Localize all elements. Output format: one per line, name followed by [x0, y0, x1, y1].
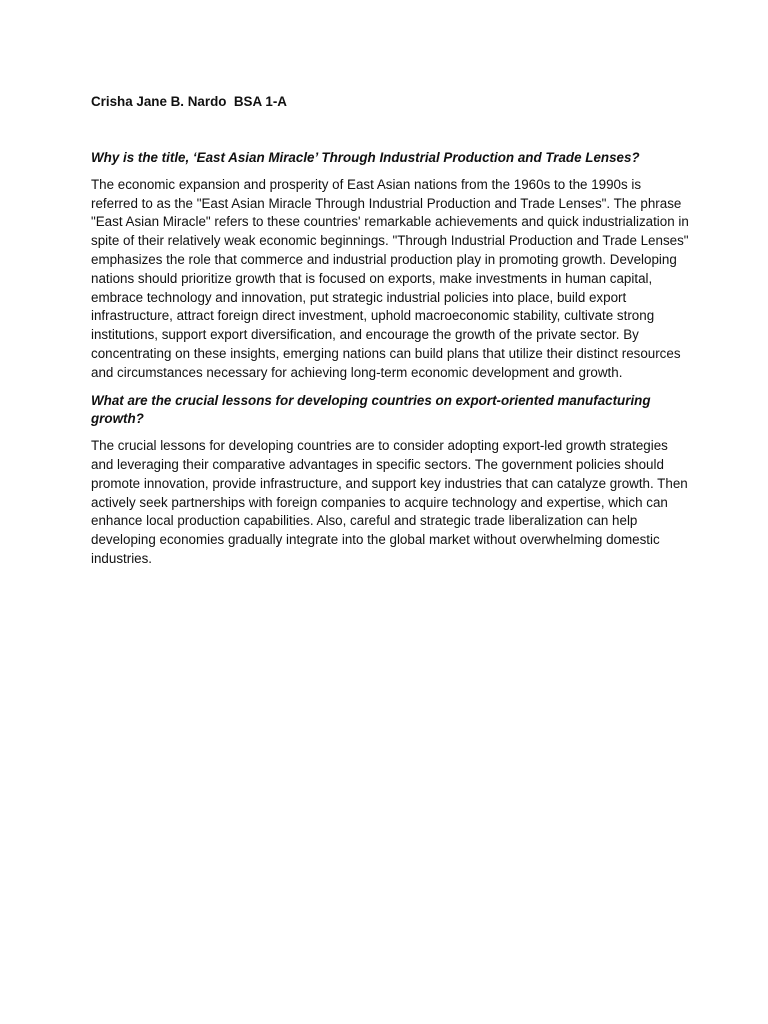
document-body — [91, 93, 691, 569]
author-line: Crisha Jane B. Nardo BSA 1-A — [91, 94, 287, 109]
question-heading-1: Why is the title, ‘East Asian Miracle’ Through Industrial Production and Trade Lenses? — [91, 150, 640, 165]
answer-paragraph-2: The crucial lessons for developing countries are to consider adopting export-led growth strategies and leveraging their comparative advantages in specific sectors. The government policies should promote innovation, provide infrastructure, and support key industries that can catalyze growth. Then actively seek partnerships with foreign companies to acquire technology and expertise, which can enhance local production capabilities. Also, careful and strategic trade liberalization can help developing economies gradually integrate into the global market without overwhelming domestic industries. — [91, 438, 688, 566]
question-heading-2: What are the crucial lessons for developing countries on export-oriented manufacturing growth? — [91, 392, 651, 427]
answer-paragraph-1: The economic expansion and prosperity of East Asian nations from the 1960s to the 1990s is referred to as the "East Asian Miracle Through Industrial Production and Trade Lenses". The phrase "East Asian Miracle" refers to these countries' remarkable achievements and quick industrialization in spite of their relatively weak economic beginnings. "Through Industrial Production and Trade Lenses" emphasizes the role that commerce and industrial production play in promoting growth. Developing nations should prioritize growth that is focused on exports, make investments in human capital, embrace technology and innovation, put strategic industrial policies into place, build export infrastructure, attract foreign direct investment, uphold macroeconomic stability, cultivate strong institutions, support export diversification, and encourage the growth of the private sector. By concentrating on these insights, emerging nations can build plans that utilize their distinct resources and circumstances necessary for achieving long-term economic development and growth. — [91, 176, 689, 380]
